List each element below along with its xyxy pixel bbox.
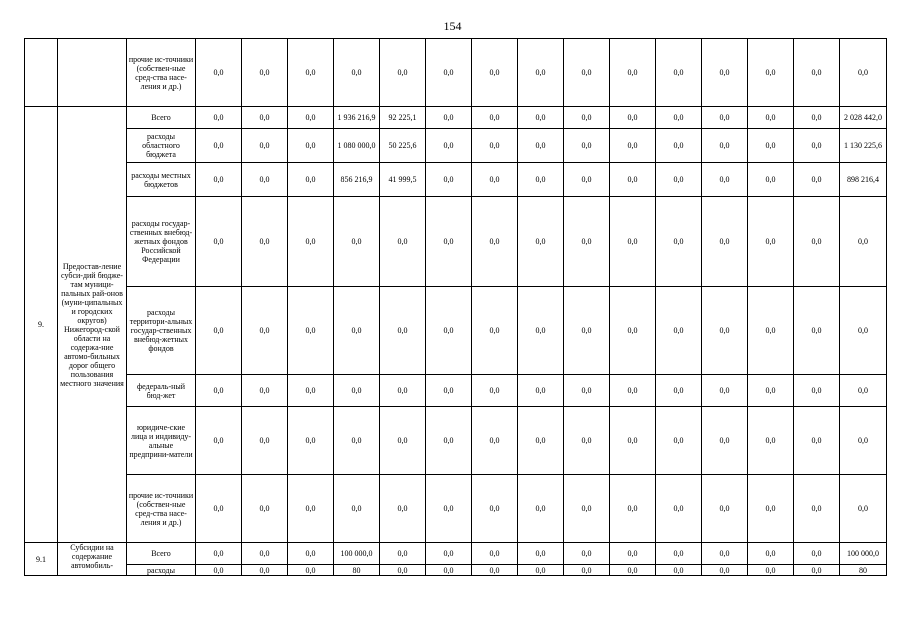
funding-source-cell: расходы областного бюджета [127,129,196,163]
value-cell: 0,0 [242,107,288,129]
value-cell: 0,0 [334,197,380,287]
value-cell: 0,0 [656,375,702,407]
value-cell: 0,0 [794,543,840,565]
value-cell: 0,0 [472,287,518,375]
value-cell: 0,0 [426,375,472,407]
value-cell: 0,0 [472,565,518,576]
value-cell: 0,0 [748,197,794,287]
value-cell: 0,0 [748,375,794,407]
value-cell: 0,0 [748,475,794,543]
table-row [25,543,887,565]
value-cell: 0,0 [472,197,518,287]
value-cell: 0,0 [380,197,426,287]
funding-source-cell: расходы [127,565,196,576]
table-row [25,129,887,163]
value-cell: 0,0 [656,475,702,543]
value-cell: 0,0 [702,543,748,565]
value-cell: 0,0 [196,407,242,475]
value-cell: 0,0 [472,407,518,475]
value-cell: 0,0 [242,163,288,197]
row-number-cell [25,39,58,107]
value-cell: 0,0 [380,39,426,107]
value-cell: 0,0 [334,375,380,407]
funding-source-cell: прочие ис-точники (собствен-ные сред-ства насе-ления и др.) [127,39,196,107]
value-cell: 0,0 [380,287,426,375]
value-cell: 0,0 [702,39,748,107]
value-cell: 0,0 [794,565,840,576]
value-cell: 0,0 [564,475,610,543]
value-cell: 0,0 [564,287,610,375]
total-value-cell: 0,0 [840,375,887,407]
value-cell: 0,0 [610,107,656,129]
value-cell: 0,0 [748,543,794,565]
total-value-cell: 0,0 [840,197,887,287]
total-value-cell: 1 130 225,6 [840,129,887,163]
value-cell: 0,0 [426,107,472,129]
value-cell: 0,0 [242,129,288,163]
value-cell: 0,0 [748,287,794,375]
value-cell: 0,0 [518,375,564,407]
value-cell: 0,0 [426,129,472,163]
value-cell: 0,0 [288,565,334,576]
total-value-cell: 2 028 442,0 [840,107,887,129]
table-row [25,39,887,107]
value-cell: 0,0 [748,163,794,197]
value-cell: 0,0 [656,163,702,197]
funding-source-cell: расходы территори-альных государ-ственных внебюд-жетных фондов [127,287,196,375]
total-value-cell: 100 000,0 [840,543,887,565]
value-cell: 0,0 [656,287,702,375]
value-cell: 0,0 [288,543,334,565]
value-cell: 0,0 [196,197,242,287]
value-cell: 0,0 [794,39,840,107]
value-cell: 0,0 [380,407,426,475]
value-cell: 0,0 [426,197,472,287]
value-cell: 0,0 [472,39,518,107]
value-cell: 0,0 [610,163,656,197]
total-value-cell: 80 [840,565,887,576]
value-cell: 0,0 [196,475,242,543]
value-cell: 0,0 [702,407,748,475]
value-cell: 0,0 [334,407,380,475]
value-cell: 0,0 [288,287,334,375]
value-cell: 0,0 [472,163,518,197]
value-cell: 0,0 [426,287,472,375]
value-cell: 0,0 [242,287,288,375]
value-cell: 0,0 [380,543,426,565]
row-number-cell: 9. [25,107,58,543]
measure-name-cell [58,39,127,107]
value-cell: 0,0 [288,129,334,163]
value-cell: 856 216,9 [334,163,380,197]
value-cell: 0,0 [288,197,334,287]
value-cell: 0,0 [702,129,748,163]
funding-source-cell: федераль-ный бюд-жет [127,375,196,407]
value-cell: 0,0 [472,543,518,565]
budget-table [24,38,887,576]
value-cell: 0,0 [748,129,794,163]
value-cell: 0,0 [702,197,748,287]
table-row [25,197,887,287]
value-cell: 0,0 [656,39,702,107]
value-cell: 0,0 [334,39,380,107]
value-cell: 0,0 [242,39,288,107]
table-row [25,107,887,129]
value-cell: 0,0 [794,129,840,163]
value-cell: 0,0 [610,407,656,475]
value-cell: 0,0 [656,407,702,475]
value-cell: 0,0 [564,39,610,107]
value-cell: 0,0 [196,287,242,375]
value-cell: 0,0 [610,39,656,107]
value-cell: 92 225,1 [380,107,426,129]
total-value-cell: 0,0 [840,407,887,475]
value-cell: 0,0 [518,475,564,543]
value-cell: 0,0 [564,543,610,565]
value-cell: 0,0 [242,543,288,565]
value-cell: 0,0 [196,543,242,565]
value-cell: 0,0 [794,375,840,407]
value-cell: 0,0 [610,287,656,375]
value-cell: 0,0 [288,407,334,475]
value-cell: 0,0 [196,107,242,129]
value-cell: 0,0 [518,287,564,375]
value-cell: 41 999,5 [380,163,426,197]
value-cell: 50 225,6 [380,129,426,163]
value-cell: 0,0 [610,197,656,287]
value-cell: 80 [334,565,380,576]
measure-name-cell: Предостав-ление субси-дий бюдже-там муници-пальных рай-онов (муни-ципальных и городских округов) Нижегород-ской области на содержа-ние автомо-бильных дорог общего пользования местного значения [58,107,127,543]
value-cell: 0,0 [196,39,242,107]
measure-name-cell: Субсидии на содержание автомобиль- [58,543,127,576]
value-cell: 0,0 [242,475,288,543]
funding-source-cell: прочие ис-точники (собствен-ные сред-ства насе-ления и др.) [127,475,196,543]
value-cell: 0,0 [748,407,794,475]
value-cell: 0,0 [518,197,564,287]
value-cell: 0,0 [656,197,702,287]
value-cell: 0,0 [702,475,748,543]
row-number-cell: 9.1 [25,543,58,576]
value-cell: 0,0 [472,107,518,129]
value-cell: 0,0 [288,163,334,197]
value-cell: 0,0 [472,129,518,163]
value-cell: 0,0 [656,107,702,129]
value-cell: 0,0 [426,475,472,543]
value-cell: 0,0 [702,565,748,576]
value-cell: 0,0 [794,163,840,197]
value-cell: 0,0 [656,129,702,163]
value-cell: 0,0 [518,543,564,565]
value-cell: 0,0 [288,475,334,543]
value-cell: 0,0 [334,475,380,543]
value-cell: 0,0 [702,107,748,129]
value-cell: 0,0 [794,475,840,543]
value-cell: 0,0 [748,107,794,129]
value-cell: 0,0 [242,407,288,475]
value-cell: 0,0 [242,197,288,287]
value-cell: 0,0 [564,375,610,407]
value-cell: 0,0 [610,565,656,576]
table-row [25,475,887,543]
total-value-cell: 0,0 [840,39,887,107]
funding-source-cell: расходы местных бюджетов [127,163,196,197]
value-cell: 0,0 [656,565,702,576]
table-row [25,287,887,375]
value-cell: 0,0 [564,407,610,475]
value-cell: 0,0 [564,565,610,576]
total-value-cell: 898 216,4 [840,163,887,197]
value-cell: 0,0 [518,407,564,475]
value-cell: 0,0 [288,39,334,107]
funding-source-cell: расходы государ-ственных внебюд-жетных фондов Российской Федерации [127,197,196,287]
value-cell: 0,0 [288,375,334,407]
value-cell: 100 000,0 [334,543,380,565]
value-cell: 0,0 [472,375,518,407]
table-row [25,565,887,576]
value-cell: 0,0 [748,39,794,107]
funding-source-cell: юридиче-ские лица и индивиду-альные предприни-матели [127,407,196,475]
value-cell: 0,0 [380,475,426,543]
value-cell: 0,0 [196,565,242,576]
value-cell: 0,0 [334,287,380,375]
value-cell: 0,0 [564,163,610,197]
value-cell: 0,0 [748,565,794,576]
value-cell: 0,0 [242,565,288,576]
table-row [25,163,887,197]
value-cell: 0,0 [426,543,472,565]
value-cell: 0,0 [472,475,518,543]
value-cell: 0,0 [794,407,840,475]
value-cell: 0,0 [564,107,610,129]
page-number: 154 [443,19,462,33]
value-cell: 0,0 [426,39,472,107]
value-cell: 0,0 [610,543,656,565]
value-cell: 0,0 [196,163,242,197]
value-cell: 0,0 [702,375,748,407]
value-cell: 0,0 [518,39,564,107]
value-cell: 1 080 000,0 [334,129,380,163]
value-cell: 0,0 [610,375,656,407]
value-cell: 0,0 [426,163,472,197]
value-cell: 0,0 [288,107,334,129]
value-cell: 0,0 [794,197,840,287]
value-cell: 0,0 [610,475,656,543]
value-cell: 0,0 [702,287,748,375]
value-cell: 0,0 [380,375,426,407]
value-cell: 0,0 [518,565,564,576]
table-row [25,407,887,475]
total-value-cell: 0,0 [840,475,887,543]
value-cell: 0,0 [242,375,288,407]
value-cell: 0,0 [564,197,610,287]
funding-source-cell: Всего [127,543,196,565]
value-cell: 1 936 216,9 [334,107,380,129]
value-cell: 0,0 [426,407,472,475]
table-row [25,375,887,407]
value-cell: 0,0 [610,129,656,163]
value-cell: 0,0 [656,543,702,565]
value-cell: 0,0 [196,129,242,163]
value-cell: 0,0 [564,129,610,163]
value-cell: 0,0 [518,163,564,197]
total-value-cell: 0,0 [840,287,887,375]
value-cell: 0,0 [794,287,840,375]
value-cell: 0,0 [518,107,564,129]
value-cell: 0,0 [518,129,564,163]
value-cell: 0,0 [380,565,426,576]
value-cell: 0,0 [702,163,748,197]
value-cell: 0,0 [196,375,242,407]
value-cell: 0,0 [426,565,472,576]
value-cell: 0,0 [794,107,840,129]
funding-source-cell: Всего [127,107,196,129]
